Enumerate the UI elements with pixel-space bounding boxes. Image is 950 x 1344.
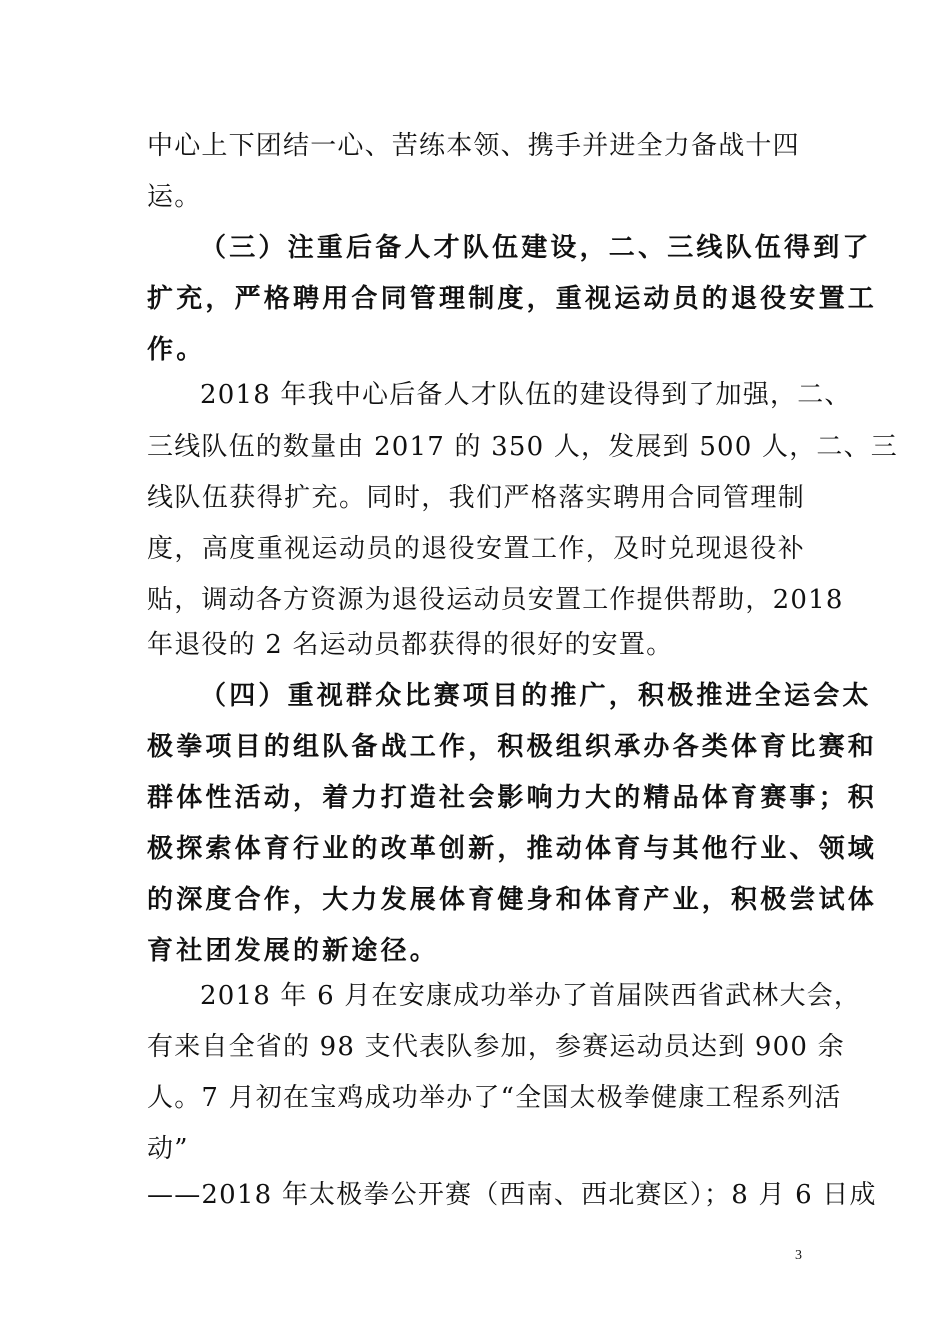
section-heading-line: 育社团发展的新途径。 — [147, 936, 440, 966]
section-heading-line: （四）重视群众比赛项目的推广，积极推进全运会太 — [200, 681, 872, 711]
paragraph-line: 有来自全省的 98 支代表队参加，参赛运动员达到 900 余 — [147, 1032, 845, 1062]
paragraph-line: 运。 — [147, 182, 202, 212]
paragraph-line: 2018 年 6 月在安康成功举办了首届陕西省武林大会， — [200, 981, 862, 1011]
section-heading-line: 的深度合作，大力发展体育健身和体育产业，积极尝试体 — [147, 885, 878, 915]
section-heading-line: 作。 — [147, 335, 206, 365]
paragraph-line: 三线队伍的数量由 2017 的 350 人，发展到 500 人，二、三 — [147, 432, 899, 462]
paragraph-line: 贴，调动各方资源为退役运动员安置工作提供帮助，2018 — [147, 585, 844, 615]
page-number: 3 — [795, 1248, 802, 1263]
paragraph-line: 人。7 月初在宝鸡成功举办了“全国太极拳健康工程系列活 — [147, 1083, 842, 1113]
section-heading-line: 群体性活动，着力打造社会影响力大的精品体育赛事；积 — [147, 783, 878, 813]
section-heading-line: 极探索体育行业的改革创新，推动体育与其他行业、领域 — [147, 834, 878, 864]
paragraph-line: 2018 年我中心后备人才队伍的建设得到了加强，二、 — [200, 380, 852, 410]
paragraph-line: 动” — [147, 1134, 189, 1164]
section-heading-line: 极拳项目的组队备战工作，积极组织承办各类体育比赛和 — [147, 732, 878, 762]
paragraph-line: 中心上下团结一心、苦练本领、携手并进全力备战十四 — [147, 131, 800, 161]
paragraph-line: 年退役的 2 名运动员都获得的很好的安置。 — [147, 630, 674, 660]
paragraph-line: 线队伍获得扩充。同时，我们严格落实聘用合同管理制 — [147, 483, 805, 513]
section-heading-line: （三）注重后备人才队伍建设，二、三线队伍得到了 — [200, 233, 872, 263]
section-heading-line: 扩充，严格聘用合同管理制度，重视运动员的退役安置工 — [147, 284, 878, 314]
paragraph-line: ——2018 年太极拳公开赛（西南、西北赛区）；8 月 6 日成 — [147, 1180, 877, 1210]
paragraph-line: 度，高度重视运动员的退役安置工作，及时兑现退役补 — [147, 534, 805, 564]
